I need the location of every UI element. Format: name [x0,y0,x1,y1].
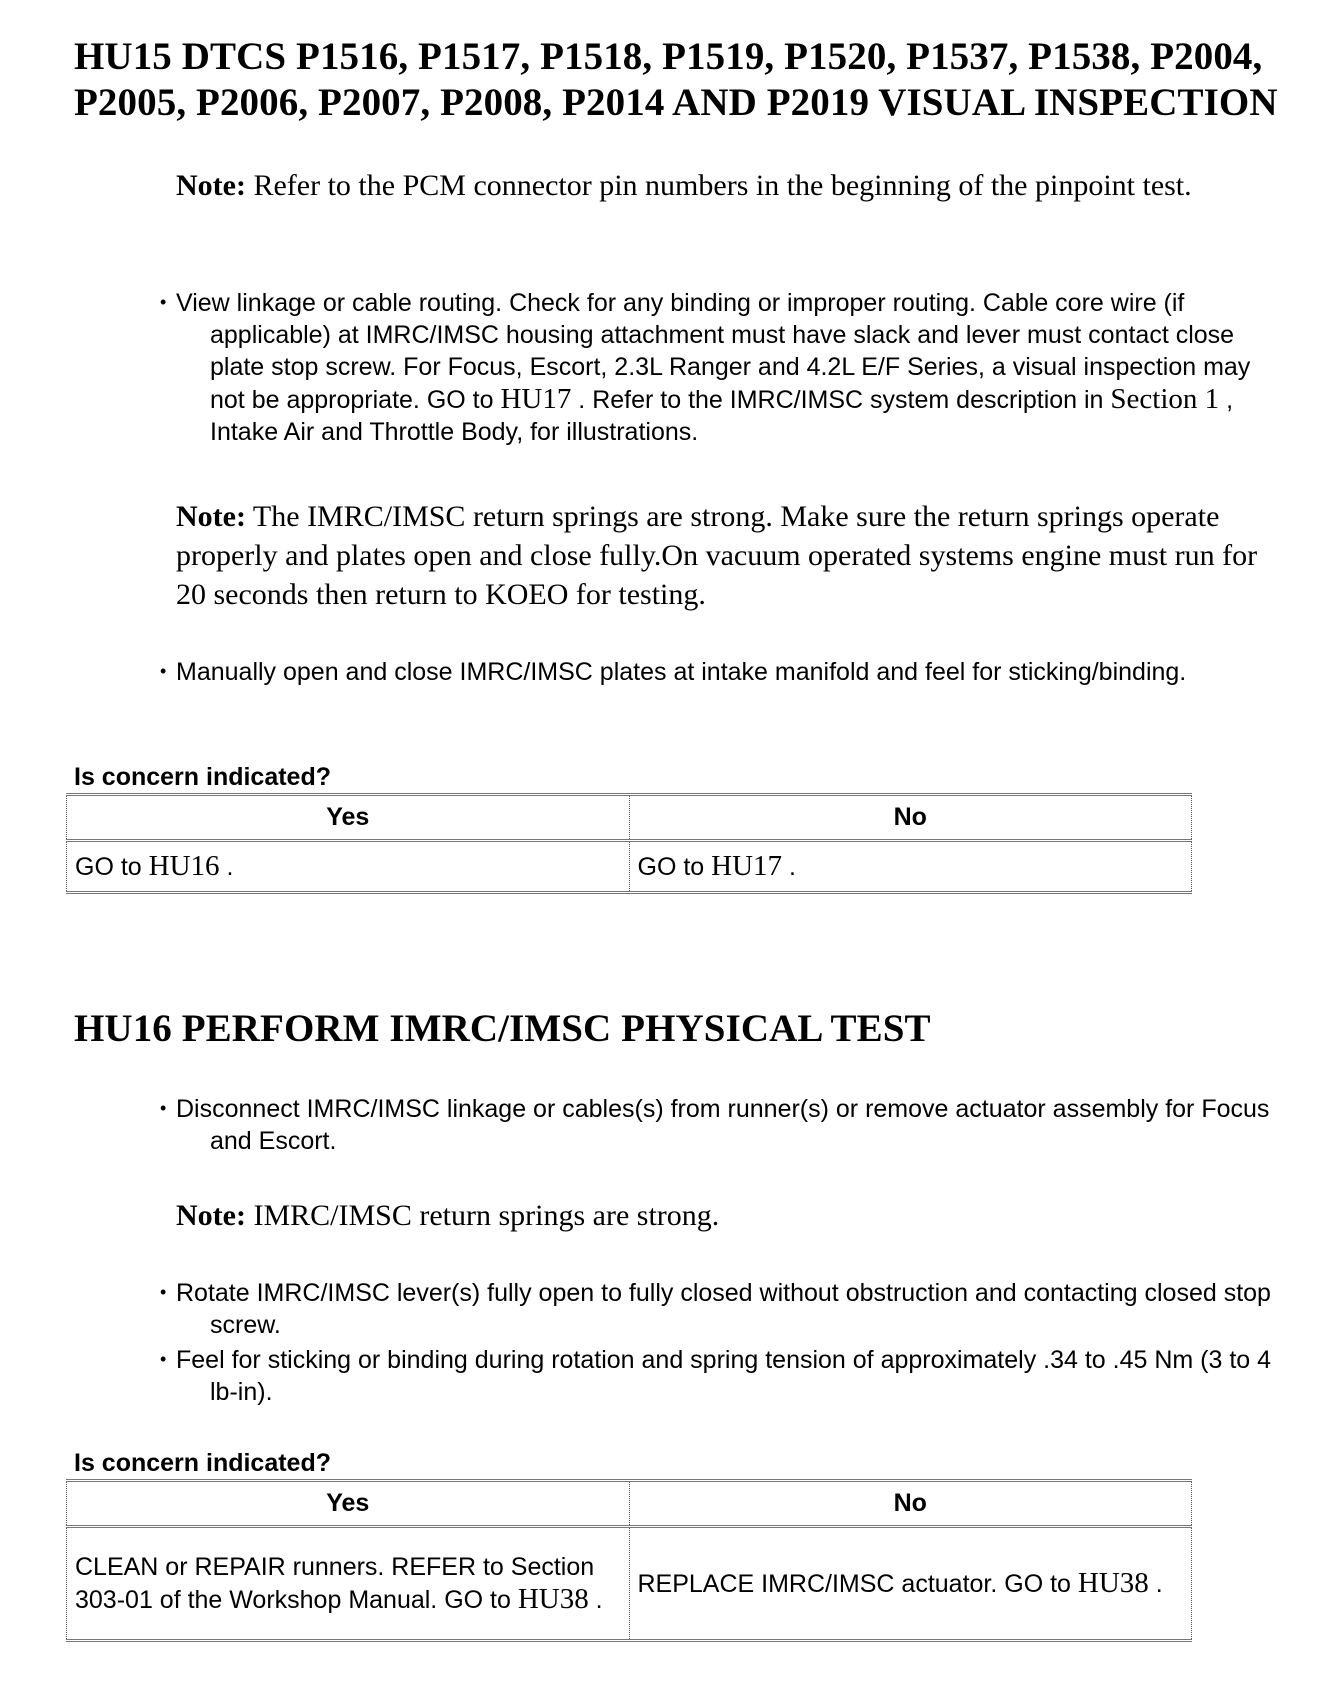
no-header: No [629,1481,1192,1527]
hu15-heading-line1: HU15 DTCS P1516, P1517, P1518, P1519, P1520, P1537, P1538, P2004, [74,35,1263,78]
cell-text: GO to [75,853,149,881]
no-header: No [629,795,1192,841]
cell-text: REPLACE IMRC/IMSC actuator. GO to [637,1570,1078,1598]
yes-header: Yes [67,1481,630,1527]
bullet-icon: • [160,292,167,312]
hu16-bullet-3 [160,1343,1280,1408]
hu16-note [176,1196,1276,1235]
hu15-question: Is concern indicated? [74,763,332,791]
bullet-text: Feel for sticking or binding during rotation and spring tension of approximately .34 to .45 Nm (3 to 4 lb-in). [176,1346,1272,1406]
note-text: IMRC/IMSC return springs are strong. [245,1199,720,1232]
note-label: Note: [176,1199,246,1232]
note-label: Note: [176,500,246,533]
hu15-bullet-1 [160,286,1280,448]
bullet-icon: • [160,1282,167,1302]
hu15-note-2 [176,497,1276,614]
cell-text: . [588,1586,603,1614]
hu15-bullet-2 [160,655,1280,688]
hu15-heading-line2: P2005, P2006, P2007, P2008, P2014 AND P2019 VISUAL INSPECTION [74,81,1278,124]
bullet-icon: • [160,661,167,681]
cell-text: . [782,853,796,881]
hu17-link[interactable]: HU17 [500,383,572,415]
hu16-bullet-2 [160,1276,1280,1341]
hu16-bullet-1 [160,1092,1280,1157]
hu16-question: Is concern indicated? [74,1449,332,1477]
hu15-decision-table [66,793,1192,894]
yes-cell [67,841,630,893]
cell-text: CLEAN or REPAIR runners. REFER to Section 303-01 of the Workshop Manual. GO to [75,1553,595,1614]
hu15-note-1 [176,166,1276,205]
bullet-text: Manually open and close IMRC/IMSC plates at intake manifold and feel for sticking/binding. [176,658,1187,686]
hu16-heading: HU16 PERFORM IMRC/IMSC PHYSICAL TEST [74,1007,931,1050]
note-text: Refer to the PCM connector pin numbers in the beginning of the pinpoint test. [245,169,1192,202]
cell-text: GO to [637,853,712,881]
bullet-text: Rotate IMRC/IMSC lever(s) fully open to fully closed without obstruction and contacting closed stop screw. [176,1279,1271,1339]
note-label: Note: [176,169,246,202]
hu38-link[interactable]: HU38 [517,1583,589,1615]
no-cell [629,1527,1192,1641]
bullet-text: . Refer to the IMRC/IMSC system description in [571,386,1111,414]
hu16-decision-table [66,1479,1192,1642]
hu15-heading [74,34,1278,126]
cell-text: . [1148,1570,1163,1598]
bullet-icon: • [160,1098,167,1118]
yes-header: Yes [67,795,630,841]
yes-cell [67,1527,630,1641]
hu38-link[interactable]: HU38 [1077,1567,1149,1599]
hu17-link[interactable]: HU17 [711,850,783,882]
bullet-text: , Intake Air and Throttle Body, for illustrations. [210,386,1234,446]
bullet-icon: • [160,1349,167,1369]
note-text: The IMRC/IMSC return springs are strong. Make sure the return springs operate properly and plates open and close fully.On vacuum operated systems engine must run for 20 seconds then return to KOEO for testing. [176,500,1258,611]
hu16-link[interactable]: HU16 [148,850,220,882]
bullet-text: Disconnect IMRC/IMSC linkage or cables(s) from runner(s) or remove actuator assembly for Focus and Escort. [176,1095,1270,1155]
section-1-link[interactable]: Section 1 [1110,383,1220,415]
no-cell [629,841,1192,893]
bullet-text: View linkage or cable routing. Check for any binding or improper routing. Cable core wire (if applicable) at IMRC/IMSC housing attachment must have slack and lever must contact close plate stop screw. For Focus, Escort, 2.3L Ranger and 4.2L E/F Series, a visual inspection may not be appropriate. GO to [176,289,1251,414]
cell-text: . [219,853,234,881]
